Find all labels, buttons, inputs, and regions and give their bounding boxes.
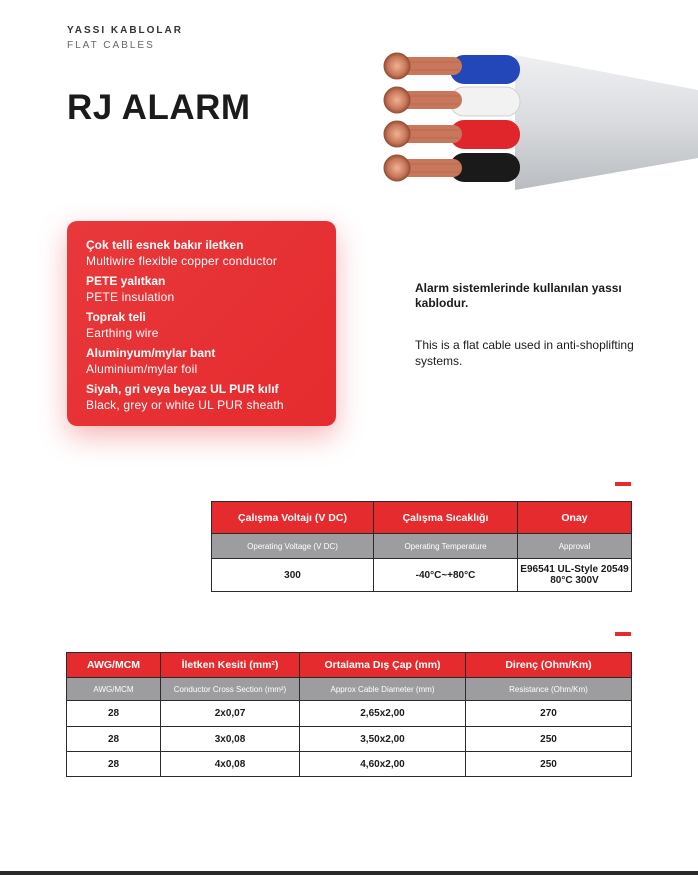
copper-end-1	[384, 53, 410, 79]
table-header-cell: Ortalama Dış Çap (mm)	[300, 653, 466, 678]
table-cell: -40°C~+80°C	[374, 559, 518, 592]
table-row	[67, 752, 632, 777]
feature-title: Çok telli esnek bakır iletken	[86, 238, 244, 252]
feature-subtitle: Black, grey or white UL PUR sheath	[86, 398, 284, 412]
table-cell: 2x0,07	[161, 701, 300, 727]
section-marker	[615, 632, 631, 636]
table-subheader-cell: Approx Cable Diameter (mm)	[300, 678, 466, 701]
table-row	[67, 727, 632, 752]
feature-item	[86, 237, 318, 270]
feature-item	[86, 345, 318, 378]
features-card	[67, 221, 336, 426]
table-subheader-cell: Operating Voltage (V DC)	[212, 534, 374, 559]
table-header-cell: Çalışma Sıcaklığı	[374, 502, 518, 534]
table-subheader-cell: Operating Temperature	[374, 534, 518, 559]
flat-cable-illustration	[380, 40, 698, 200]
table-subheader-cell: Approval	[518, 534, 632, 559]
feature-title: Aluminyum/mylar bant	[86, 346, 216, 360]
table-header-cell: Onay	[518, 502, 632, 534]
feature-title: PETE yalıtkan	[86, 274, 166, 288]
table-cell	[518, 559, 632, 592]
dimensions-table	[66, 652, 632, 777]
feature-title: Toprak teli	[86, 310, 146, 324]
copper-end-2	[384, 87, 410, 113]
category-kicker-en: FLAT CABLES	[67, 40, 155, 51]
feature-subtitle: Multiwire flexible copper conductor	[86, 254, 278, 268]
category-kicker-tr: YASSI KABLOLAR	[67, 25, 183, 36]
table-header-cell: AWG/MCM	[67, 653, 161, 678]
approval-line-1: E96541 UL-Style 20549	[520, 564, 629, 575]
table-cell: 250	[466, 727, 632, 752]
table-cell: 270	[466, 701, 632, 727]
description-tr: Alarm sistemlerinde kullanılan yassı kablodur.	[415, 281, 622, 310]
table-row	[67, 701, 632, 727]
table-cell: 28	[67, 701, 161, 727]
approval-line-2: 80°C 300V	[550, 575, 599, 586]
table-subheader-cell: AWG/MCM	[67, 678, 161, 701]
table-cell: 2,65x2,00	[300, 701, 466, 727]
feature-subtitle: Earthing wire	[86, 326, 159, 340]
table-cell: 3,50x2,00	[300, 727, 466, 752]
table-subheader-cell: Resistance (Ohm/Km)	[466, 678, 632, 701]
page-title: RJ ALARM	[67, 88, 251, 127]
copper-end-3	[384, 121, 410, 147]
feature-item	[86, 381, 318, 414]
table-subheader-cell: Conductor Cross Section (mm²)	[161, 678, 300, 701]
copper-end-4	[384, 155, 410, 181]
table-cell: 300	[212, 559, 374, 592]
feature-item	[86, 273, 318, 306]
feature-subtitle: PETE insulation	[86, 290, 175, 304]
table-cell: 3x0,08	[161, 727, 300, 752]
feature-item	[86, 309, 318, 342]
table-cell: 28	[67, 752, 161, 777]
table-cell: 4x0,08	[161, 752, 300, 777]
table-header-cell: Çalışma Voltajı (V DC)	[212, 502, 374, 534]
table-header-cell: İletken Kesiti (mm²)	[161, 653, 300, 678]
feature-subtitle: Aluminium/mylar foil	[86, 362, 198, 376]
table-cell: 28	[67, 727, 161, 752]
table-cell: 4,60x2,00	[300, 752, 466, 777]
table-cell: 250	[466, 752, 632, 777]
table-header-cell: Direnç (Ohm/Km)	[466, 653, 632, 678]
operating-specs-table	[211, 501, 632, 592]
footer-bar	[0, 871, 698, 875]
description-en: This is a flat cable used in anti-shoplifting systems.	[415, 338, 634, 368]
cable-sheath	[515, 55, 698, 190]
feature-title: Siyah, gri veya beyaz UL PUR kılıf	[86, 382, 279, 396]
section-marker	[615, 482, 631, 486]
